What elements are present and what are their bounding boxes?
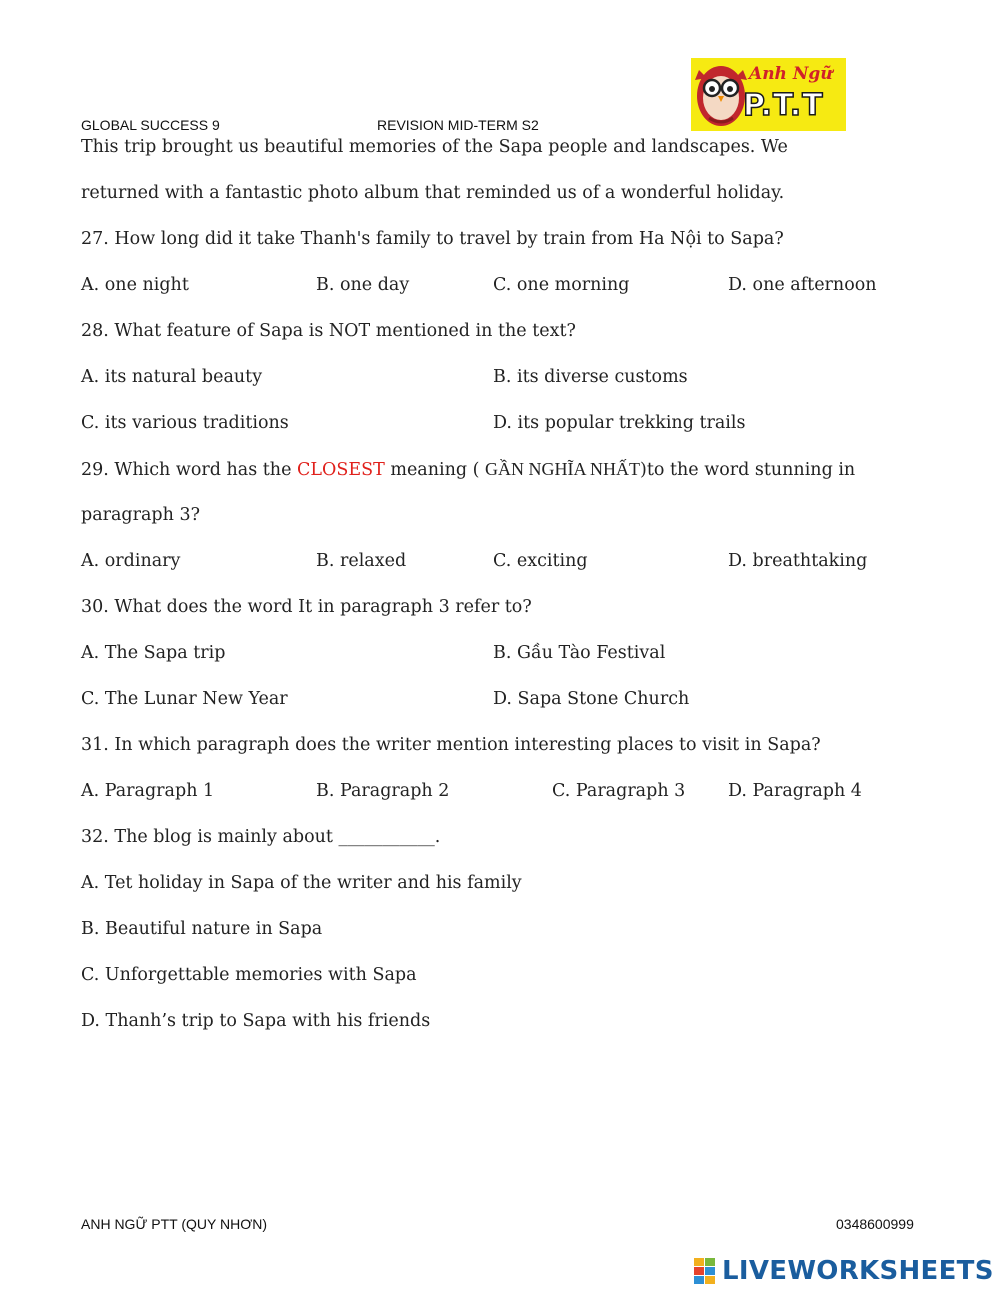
question-31-stem: 31. In which paragraph does the writer mention interesting places to visit in Sapa? (81, 735, 821, 755)
footer-center-name: ANH NGỮ PTT (QUY NHƠN) (81, 1216, 268, 1232)
q28-option-c: C. its various traditions (81, 413, 289, 433)
q32-option-b: B. Beautiful nature in Sapa (81, 919, 323, 939)
q27-option-b: B. one day (316, 275, 410, 295)
header-subtitle: REVISION MID-TERM S2 (377, 117, 539, 133)
liveworksheets-wordmark: LIVEWORKSHEETS (722, 1256, 994, 1286)
q30-option-b: B. Gầu Tào Festival (493, 643, 666, 663)
q31-option-b: B. Paragraph 2 (316, 781, 450, 801)
question-32-stem: 32. The blog is mainly about ___________. (81, 827, 441, 847)
question-29-stem (81, 459, 855, 480)
q32-option-c: C. Unforgettable memories with Sapa (81, 965, 417, 985)
q29-option-a: A. ordinary (81, 551, 181, 571)
footer-phone: 0348600999 (836, 1216, 914, 1232)
q30-option-d: D. Sapa Stone Church (493, 689, 690, 709)
q28-option-d: D. its popular trekking trails (493, 413, 746, 433)
question-28-stem: 28. What feature of Sapa is NOT mentioned in the text? (81, 321, 576, 341)
q29-stem-part-3: )to the word stunning in (640, 460, 856, 480)
q31-option-d: D. Paragraph 4 (728, 781, 862, 801)
q32-option-a: A. Tet holiday in Sapa of the writer and his family (81, 873, 522, 893)
question-30-stem: 30. What does the word It in paragraph 3 refer to? (81, 597, 532, 617)
q28-option-a: A. its natural beauty (81, 367, 263, 387)
q29-option-c: C. exciting (493, 551, 588, 571)
q30-option-c: C. The Lunar New Year (81, 689, 288, 709)
question-27-stem: 27. How long did it take Thanh's family to travel by train from Ha Nội to Sapa? (81, 229, 784, 249)
q29-closest-highlight: CLOSEST (297, 460, 385, 480)
q29-vietnamese-gloss: GẦN NGHĨA NHẤT (485, 459, 641, 479)
q31-option-a: A. Paragraph 1 (81, 781, 215, 801)
logo-line-1: Anh Ngữ (749, 64, 833, 84)
header-title: GLOBAL SUCCESS 9 (81, 117, 220, 133)
question-29-stem-line-2: paragraph 3? (81, 505, 200, 525)
q31-option-c: C. Paragraph 3 (552, 781, 686, 801)
q29-stem-part-2: meaning ( (384, 460, 486, 480)
logo-line-2: P.T.T (743, 88, 824, 123)
anh-ngu-ptt-logo (691, 58, 846, 131)
q27-option-a: A. one night (81, 275, 189, 295)
q29-stem-part-1: 29. Which word has the (81, 460, 297, 480)
q29-option-d: D. breathtaking (728, 551, 868, 571)
passage-line-1: This trip brought us beautiful memories of the Sapa people and landscapes. We (81, 137, 788, 157)
q30-option-a: A. The Sapa trip (81, 643, 226, 663)
q32-option-d: D. Thanh’s trip to Sapa with his friends (81, 1011, 431, 1031)
q28-option-b: B. its diverse customs (493, 367, 688, 387)
liveworksheets-brand[interactable] (694, 1255, 994, 1287)
passage-line-2: returned with a fantastic photo album that reminded us of a wonderful holiday. (81, 183, 785, 203)
q27-option-d: D. one afternoon (728, 275, 877, 295)
q27-option-c: C. one morning (493, 275, 630, 295)
q29-option-b: B. relaxed (316, 551, 407, 571)
liveworksheets-blocks-icon (694, 1258, 716, 1284)
